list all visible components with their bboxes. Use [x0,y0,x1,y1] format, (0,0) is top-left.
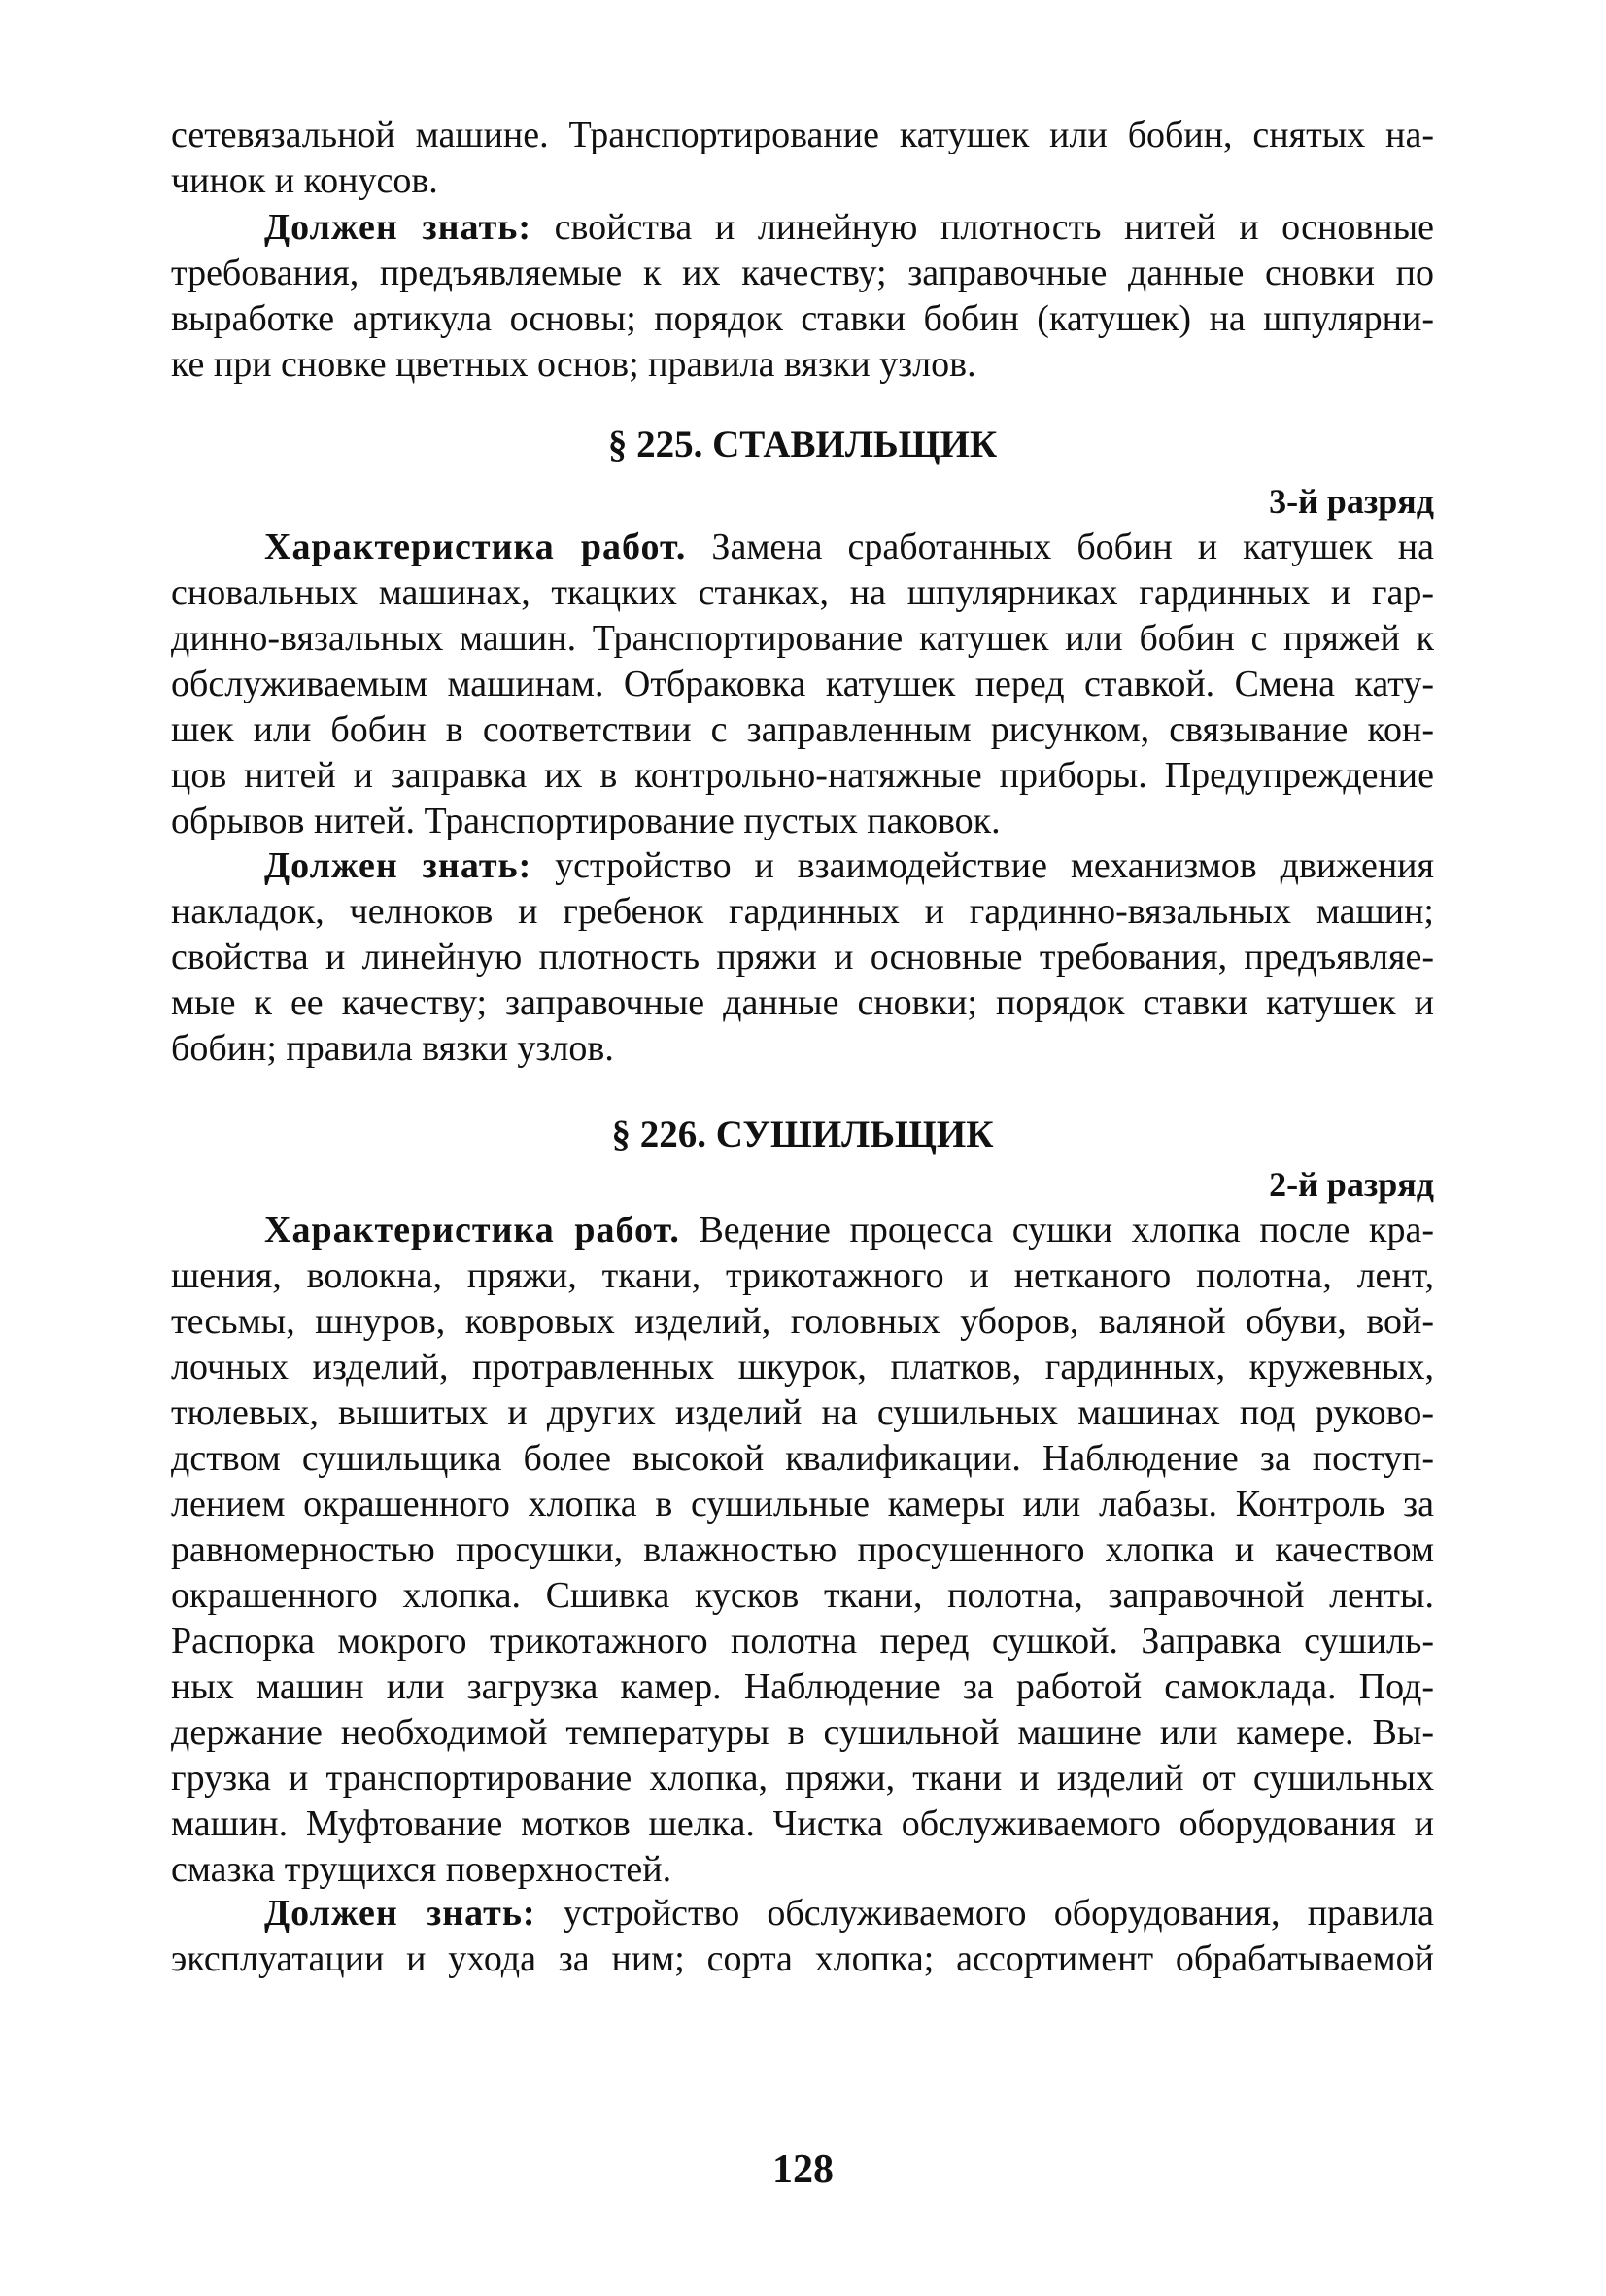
text-line: тюлевых, вышитых и других изделий на сушильных машинах под руково- [171,1392,1434,1433]
section-226-title: § 226. СУШИЛЬЩИК [611,1114,994,1155]
text-line: эксплуатации и ухода за ним; сорта хлопка; ассортимент обрабатываемой [171,1938,1434,1979]
text-line: шек или бобин в соответствии с заправленным рисунком, связывание кон- [171,709,1434,750]
text-line: смазка трущихся поверхностей. [171,1849,672,1890]
text-line: лочных изделий, протравленных шкурок, платков, гардинных, кружевных, [171,1347,1434,1388]
text-line: сновальных машинах, ткацких станках, на шпулярниках гардинных и гар- [171,572,1434,613]
text-line: чинок и конусов. [171,160,438,201]
text-line: Распорка мокрого трикотажного полотна перед сушкой. Заправка сушиль- [171,1621,1434,1662]
text-line: тесьмы, шнуров, ковровых изделий, головных уборов, валяной обуви, вой- [171,1301,1434,1342]
text-line: шения, волокна, пряжи, ткани, трикотажного и нетканого полотна, лент, [171,1255,1434,1296]
text-fragment: Ведение процесса сушки хлопка после кра- [679,1210,1434,1251]
section-226-grade: 2-й разряд [1269,1165,1434,1204]
text-line [171,205,1434,251]
work-lead: Характеристика работ. [264,1210,680,1251]
text-line: цов нитей и заправка их в контрольно-натяжные приборы. Предупреждение [171,755,1434,796]
text-line [171,843,1434,889]
section-226-work-paragraph [171,1208,1434,1893]
text-line [171,525,1434,570]
text-line: требования, предъявляемые к их качеству; заправочные данные сновки по [171,253,1434,293]
text-line: выработке артикула основы; порядок ставки бобин (катушек) на шпулярни- [171,298,1434,339]
text-line: мые к ее качеству; заправочные данные сновки; порядок ставки катушек и [171,982,1434,1023]
text-line: обрывов нитей. Транспортирование пустых паковок. [171,801,1001,841]
text-line: держание необходимой температуры в сушильной машине или камере. Вы- [171,1712,1434,1753]
section-225-knows-paragraph [171,843,1434,1072]
text-line: бобин; правила вязки узлов. [171,1028,614,1069]
text-line: грузка и транспортирование хлопка, пряжи, ткани и изделий от сушильных [171,1758,1434,1799]
section-226-knows-paragraph [171,1891,1434,1982]
text-line: обслуживаемым машинам. Отбраковка катушек перед ставкой. Смена кату- [171,664,1434,704]
text-line: ке при сновке цветных основ; правила вязки узлов. [171,344,976,385]
section-225-work-paragraph [171,525,1434,844]
text-line: сетевязальной машине. Транспортирование катушек или бобин, снятых на- [171,115,1434,155]
text-fragment: Замена сработанных бобин и катушек на [686,527,1434,567]
text-line: окрашенного хлопка. Сшивка кусков ткани, полотна, заправочной ленты. [171,1575,1434,1616]
knows-lead: Должен знать: [264,1893,536,1934]
text-line: дством сушильщика более высокой квалификации. Наблюдение за поступ- [171,1438,1434,1479]
text-line: ных машин или загрузка камер. Наблюдение за работой самоклада. Под- [171,1666,1434,1707]
text-line: свойства и линейную плотность пряжи и основные требования, предъявляе- [171,937,1434,977]
knows-lead: Должен знать: [264,845,532,886]
text-line [171,1891,1434,1936]
work-lead: Характеристика работ. [264,527,687,567]
knows-lead: Должен знать: [264,207,531,248]
intro-paragraph [171,113,1434,204]
text-line: равномерностью просушки, влажностью просушенного хлопка и качеством [171,1529,1434,1570]
section-225-grade: 3-й разряд [1269,482,1434,521]
text-line: лением окрашенного хлопка в сушильные камеры или лабазы. Контроль за [171,1484,1434,1525]
section-225-title: § 225. СТАВИЛЬЩИК [607,424,998,465]
intro-knows-paragraph [171,205,1434,388]
text-fragment: свойства и линейную плотность нитей и основные [531,207,1434,248]
text-line [171,1208,1434,1253]
text-line: машин. Муфтование мотков шелка. Чистка обслуживаемого оборудования и [171,1803,1434,1844]
text-line: динно-вязальных машин. Транспортирование катушек или бобин с пряжей к [171,618,1434,659]
text-line: накладок, челноков и гребенок гардинных и гардинно-вязальных машин; [171,891,1434,932]
text-fragment: устройство и взаимодействие механизмов движения [531,845,1434,886]
text-fragment: устройство обслуживаемого оборудования, правила [535,1893,1435,1934]
page-number: 128 [772,2147,834,2192]
